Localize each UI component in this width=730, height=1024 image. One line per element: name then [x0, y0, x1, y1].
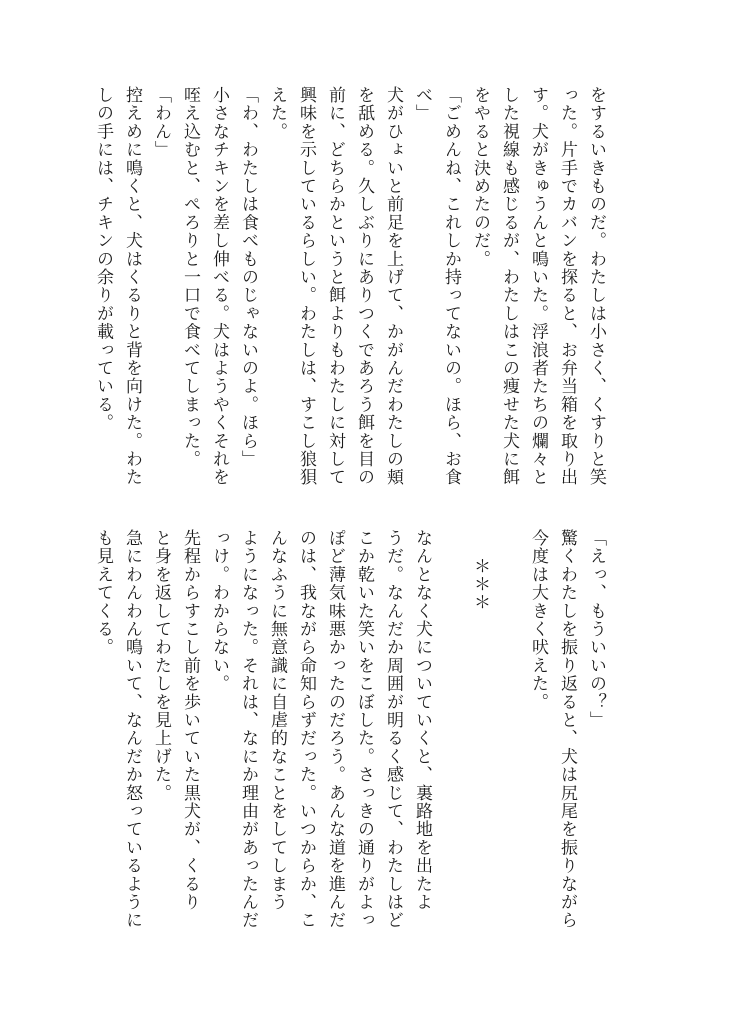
text-line: した視線も感じるが、わたしはこの痩せた犬に餌	[499, 86, 519, 487]
text-line: 「わ、わたしは食べものじゃないのよ。ほら」	[238, 86, 258, 469]
text-line: 興味を示しているらしい。わたしは、すこし狼狽	[296, 86, 316, 487]
text-line: 今度は大きく吠えた。	[528, 529, 548, 711]
text-line: 驚くわたしを振り返ると、犬は尻尾を振りながら	[557, 529, 577, 930]
top-text-block	[88, 86, 610, 506]
text-line: 前に、どちらかというと餌よりもわたしに対して	[325, 86, 345, 487]
blank-line	[436, 529, 465, 949]
text-line: しの手には、チキンの余りが載っている。	[93, 86, 113, 432]
text-line: んなふうに無意識に自虐的なことをしてしまう	[267, 529, 287, 912]
text-line: べ」	[412, 86, 432, 123]
blank-line	[494, 529, 523, 949]
text-line: と身を返してわたしを見上げた。	[151, 529, 171, 802]
text-line: うだ。なんだか周囲が明るく感じて、わたしはど	[383, 529, 403, 930]
text-line: のは、我ながら命知らずだった。いつからか、こ	[296, 529, 316, 930]
text-line: 先程からすこし前を歩いていた黒犬が、くるり	[180, 529, 200, 912]
text-line: 「えっ、もういいの？」	[586, 529, 606, 730]
section-break: ＊＊＊	[470, 557, 490, 612]
text-line: 控えめに鳴くと、犬はくるりと背を向けた。わた	[122, 86, 142, 487]
text-line: を舐める。久しぶりにありつくであろう餌を目の	[354, 86, 374, 487]
text-line: 咥え込むと、ぺろりと一口で食べてしまった。	[180, 86, 200, 469]
text-line: 「わん」	[151, 86, 171, 159]
text-line: 急にわんわん鳴いて、なんだか怒っているように	[122, 529, 142, 930]
text-line: なんとなく犬についていくと、裏路地を出たよ	[412, 529, 432, 912]
text-line: えた。	[267, 86, 287, 141]
text-line: 小さなチキンを差し伸べる。犬はようやくそれを	[209, 86, 229, 487]
bottom-text-block	[88, 529, 610, 949]
text-line: こか乾いた笑いをこぼした。さっきの通りがよっ	[354, 529, 374, 930]
text-line: をやると決めたのだ。	[470, 86, 490, 268]
text-line: す。犬がきゅうんと鳴いた。浮浪者たちの爛々と	[528, 86, 548, 487]
text-line: ぽど薄気味悪かったのだろう。あんな道を進んだ	[325, 529, 345, 930]
text-line: っけ。わからない。	[209, 529, 229, 693]
text-line: ようになった。それは、なにか理由があったんだ	[238, 529, 258, 930]
text-line: った。片手でカバンを探ると、お弁当箱を取り出	[557, 86, 577, 487]
text-line: も見えてくる。	[93, 529, 113, 657]
text-line: 「ごめんね、これしか持ってないの。ほら、お食	[441, 86, 461, 487]
text-line: をするいきものだ。わたしは小さく、くすりと笑	[586, 86, 606, 487]
text-line: 犬がひょいと前足を上げて、かがんだわたしの頬	[383, 86, 403, 487]
